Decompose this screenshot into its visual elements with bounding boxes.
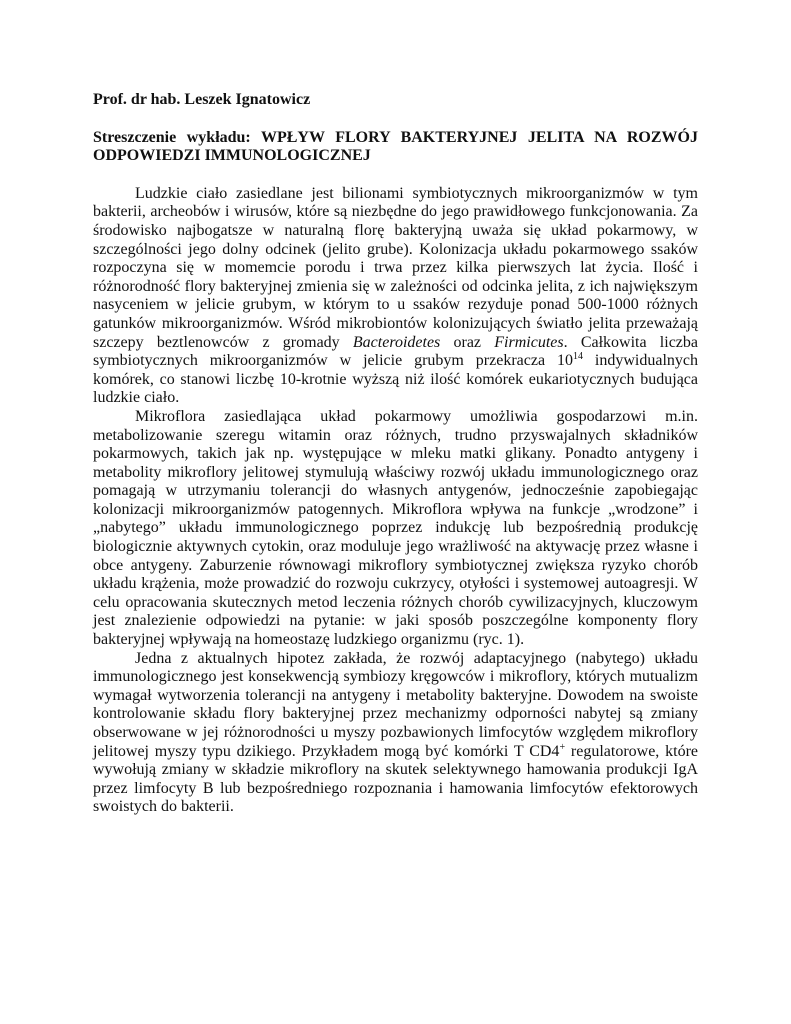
paragraph-1-text-b: oraz xyxy=(440,333,495,351)
taxon-firmicutes: Firmicutes xyxy=(494,333,564,351)
paragraph-3-text-b: regulatorowe, które wywołują zmiany w składzie mikroflory na skutek selektywnego hamowania produkcji IgA przez limfocyty B lub bezpośredniego rozpoznania i hamowania limfocytów efektorowych swoistych do bakterii. xyxy=(93,742,699,816)
paragraph-1 xyxy=(93,185,698,408)
paragraph-1-text-d: indywidualnych komórek, co stanowi liczbę 10-krotnie wyższą niż ilość komórek eukariotycznych budująca ludzkie ciało. xyxy=(93,352,698,407)
paragraph-3-text-a: Jedna z aktualnych hipotez zakłada, że rozwój adaptacyjnego (nabytego) układu immunologicznego jest konsekwencją symbiozy kręgowców i mikroflory, których mutualizm wymagał wytworzenia tolerancji na antygeny i metabolity bakteryjne. Dowodem na swoiste kontrolowanie składu flory bakteryjnej przez mechanizmy odporności nabytej są zmiany obserwowane w jej różnorodności u myszy pozbawionych limfocytów względem mikroflory jelitowej myszy typu dzikiego. Przykładem mogą być komórki T CD4 xyxy=(93,649,698,760)
superscript-plus: + xyxy=(559,741,566,753)
taxon-bacteroidetes: Bacteroidetes xyxy=(352,333,441,351)
author-name: Prof. dr hab. Leszek Ignatowicz xyxy=(93,91,311,108)
document-page xyxy=(93,91,698,817)
paragraph-1-text-c: . Całkowita liczba symbiotycznych mikroorganizmów w jelicie grubym przekracza 10 xyxy=(93,333,698,370)
paragraph-2: Mikroflora zasiedlająca układ pokarmowy umożliwia gospodarzowi m.in. metabolizowanie szeregu witamin oraz różnych, trudno przyswajalnych składników pokarmowych, takich jak np. występujące w mleku matki glikany. Ponadto antygeny i metabolity mikroflory jelitowej stymulują właściwy rozwój układu immunologicznego oraz pomagają w utrzymaniu tolerancji do własnych antygenów, jednocześnie zapobiegając kolonizacji mikroorganizmów patogennych. Mikroflora wpływa na funkcje „wrodzone” i „nabytego” układu immunologicznego poprzez indukcję lub bezpośrednią produkcję biologicznie aktywnych cytokin, oraz moduluje jego wrażliwość na aktywację przez własne i obce antygeny. Zaburzenie równowagi mikroflory symbiotycznej zwiększa ryzyko chorób układu krążenia, może prowadzić do rozwoju cukrzycy, otyłości i systemowej autoagresji. W celu opracowania skutecznych metod leczenia różnych chorób cywilizacyjnych, kluczowym jest znalezienie odpowiedzi na pytanie: w jaki sposób poszczególne komponenty flory bakteryjnej wpływają na homeostazę ludzkiego organizmu (ryc. 1). xyxy=(93,407,698,649)
lecture-title: Streszczenie wykładu: WPŁYW FLORY BAKTERYJNEJ JELITA NA ROZWÓJ ODPOWIEDZI IMMUNOLOGICZNEJ xyxy=(93,128,698,165)
exponent: 14 xyxy=(572,351,583,363)
paragraph-1-text-a: Ludzkie ciało zasiedlane jest bilionami symbiotycznych mikroorganizmów w tym bakterii, archeobów i wirusów, które są niezbędne do jego prawidłowego funkcjonowania. Za środowisko najbogatsze w naturalną florę bakteryjną uważa się układ pokarmowy, w szczególności jego dolny odcinek (jelito grube). Kolonizacja układu pokarmowego ssaków rozpoczyna się w momemcie porodu i trwa przez kilka pierwszych lat życia. Ilość i różnorodność flory bakteryjnej zmienia się w zależności od odcinka jelita, z ich największym nasyceniem w jelicie grubym, w którym to u ssaków rezyduje ponad 500-1000 różnych gatunków mikroorganizmów. Wśród mikrobiontów kolonizujących światło jelita przeważają szczepy beztlenowców z gromady xyxy=(93,184,698,351)
paragraph-3 xyxy=(93,650,698,817)
